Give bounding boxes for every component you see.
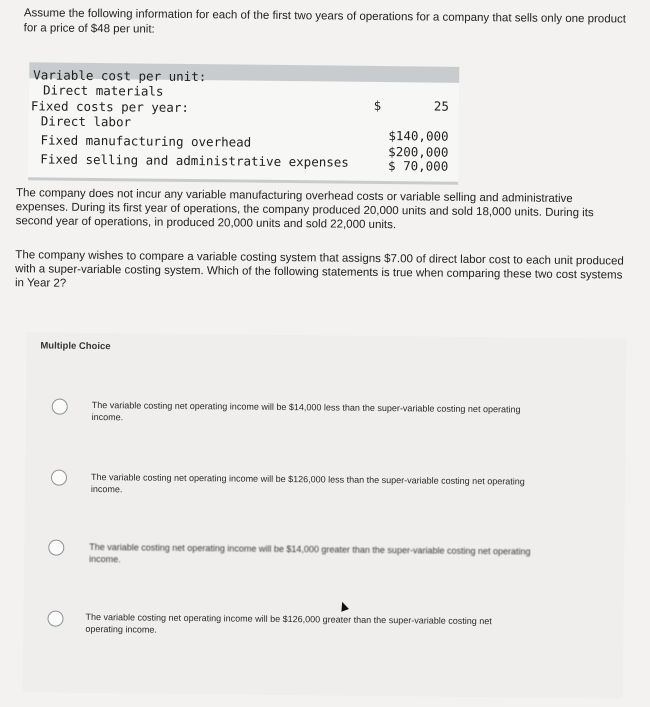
choice-option[interactable] [0, 536, 644, 583]
row-value: $200,000 [388, 144, 449, 160]
row-label: Fixed costs per year: [30, 98, 190, 115]
question-intro: Assume the following information for each of the first two years of operations for a company that sells only one product for a price of $48 per unit: [23, 7, 627, 36]
row-value: $ 25 [373, 97, 449, 114]
table-bottom-rule [28, 177, 458, 185]
choice-option[interactable] [0, 606, 644, 653]
question-paragraph-1: The company does not incur any variable manufacturing overhead costs or variable selling and administrative expenses. During its first year of operations, the company produced 20,000 units and sold 18,000 units. During its second year of operations, in produced 20,000 units and sold 22,000 units. [15, 187, 594, 232]
row-label: Direct materials [42, 82, 164, 99]
question-paragraph-2: The company wishes to compare a variable costing system that assigns $7.00 of direct labor cost to each unit produced with a super-variable costing system. Which of the following statements is true when comparing these two cost systems in Year 2? [14, 249, 624, 290]
row-value: $140,000 [388, 128, 449, 144]
row-label: Variable cost per unit: [33, 67, 207, 85]
multiple-choice-label: Multiple Choice [40, 340, 111, 353]
row-value: $ 70,000 [387, 158, 449, 174]
row-label: Direct labor [40, 113, 132, 130]
row-label: Fixed manufacturing overhead [40, 132, 252, 150]
cost-table [28, 62, 459, 184]
choice-text: The variable costing net operating income will be $126,000 less than the super-variable costing net operating income. [90, 471, 525, 495]
choice-option[interactable] [0, 466, 645, 513]
choice-text: The variable costing net operating income will be $126,000 greater than the super-variable costing net operating income. [85, 611, 492, 635]
radio-button[interactable] [47, 611, 63, 627]
radio-button[interactable] [51, 470, 67, 486]
choice-text: The variable costing net operating income will be $14,000 greater than the super-variable costing net operating income. [89, 541, 531, 565]
choice-option[interactable] [0, 396, 646, 443]
radio-button[interactable] [52, 399, 68, 415]
choice-text: The variable costing net operating income will be $14,000 less than the super-variable costing net operating income. [91, 399, 521, 423]
row-label: Fixed selling and administrative expenses [40, 151, 349, 170]
radio-button[interactable] [48, 540, 64, 556]
table-row [28, 154, 458, 175]
